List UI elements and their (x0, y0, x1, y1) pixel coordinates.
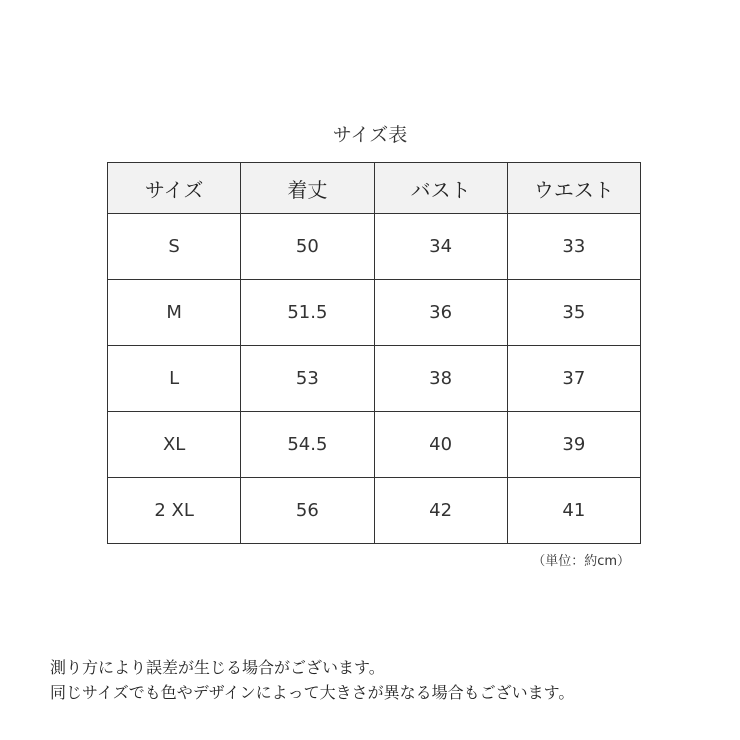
unit-note: （単位：約cm） (532, 554, 630, 569)
page-title: サイズ表 (332, 124, 408, 146)
table-cell: 39 (507, 412, 640, 478)
table-cell: L (108, 346, 241, 412)
table-cell: 37 (507, 346, 640, 412)
table-cell: 50 (241, 214, 374, 280)
table-row (108, 280, 641, 346)
size-table (107, 162, 641, 544)
table-row (108, 214, 641, 280)
table-cell: 40 (374, 412, 507, 478)
table-row (108, 412, 641, 478)
table-cell: 41 (507, 478, 640, 544)
table-cell: 33 (507, 214, 640, 280)
note-line: 同じサイズでも色やデザインによって大きさが異なる場合もございます。 (50, 683, 575, 702)
table-cell: 53 (241, 346, 374, 412)
table-cell: 35 (507, 280, 640, 346)
table-cell: 34 (374, 214, 507, 280)
table-cell: 42 (374, 478, 507, 544)
notes (50, 655, 574, 705)
note-line: 測り方により誤差が生じる場合がございます。 (50, 658, 385, 677)
table-cell: XL (108, 412, 241, 478)
column-header-length: 着丈 (241, 163, 374, 214)
table-cell: 56 (241, 478, 374, 544)
table-cell: 36 (374, 280, 507, 346)
table-row (108, 346, 641, 412)
column-header-waist: ウエスト (507, 163, 640, 214)
table-header-row (108, 163, 641, 214)
table-cell: M (108, 280, 241, 346)
table-cell: 2 XL (108, 478, 241, 544)
table-cell: 54.5 (241, 412, 374, 478)
table-row (108, 478, 641, 544)
table-cell: 51.5 (241, 280, 374, 346)
table-cell: 38 (374, 346, 507, 412)
table-cell: S (108, 214, 241, 280)
column-header-size: サイズ (108, 163, 241, 214)
column-header-bust: バスト (374, 163, 507, 214)
